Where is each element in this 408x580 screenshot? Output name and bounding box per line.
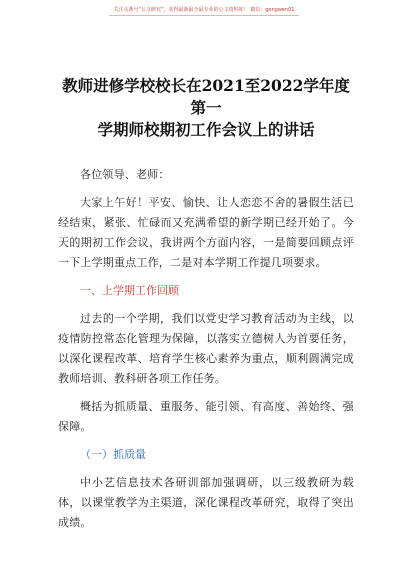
title-line-1: 教师进修学校校长在2021至2022学年度第一 [62, 76, 350, 117]
subsection-1-heading: （一）抓质量 [80, 448, 146, 461]
section-1-heading: 一、上学期工作回顾 [80, 284, 179, 297]
salutation: 各位领导、老师： [80, 168, 170, 181]
section-1-paragraph-2: 概括为抓质量、重服务、能引领、有高度、善始终、强保障。 [58, 400, 354, 433]
header-banner [0, 0, 408, 20]
document-title [58, 75, 354, 141]
banner-text: 关注头条号“公文研究”，获得最新最全最专业的公文资料库！ 微信：gongwen01 [109, 4, 298, 16]
title-line-2: 学期师校期初工作会议上的讲话 [97, 120, 315, 139]
intro-paragraph: 大家上午好！平安、愉快、让人恋恋不舍的暑假生活已经结束，紧张、忙碌而又充满希望的新学期已经开始了。今天的期初工作会议，我讲两个方面内容，一是简要回顾点评一下上学期重点工作，二是对本学期工作提几项要求。 [58, 196, 354, 269]
subsection-1-paragraph: 中小艺信息技术各研训部加强调研，以三级教研为载体，以课堂教学为主渠道，深化课程改革研究，取得了突出成绩。 [58, 476, 354, 529]
document-page [58, 75, 354, 533]
section-1-paragraph-1: 过去的一个学期，我们以党史学习教育活动为主线，以疫情防控常态化管理为保障，以落实立德树人为首要任务，以深化课程改革、培育学生核心素养为重点，顺利圆满完成教师培训、教科研各项工作任务。 [58, 312, 354, 385]
